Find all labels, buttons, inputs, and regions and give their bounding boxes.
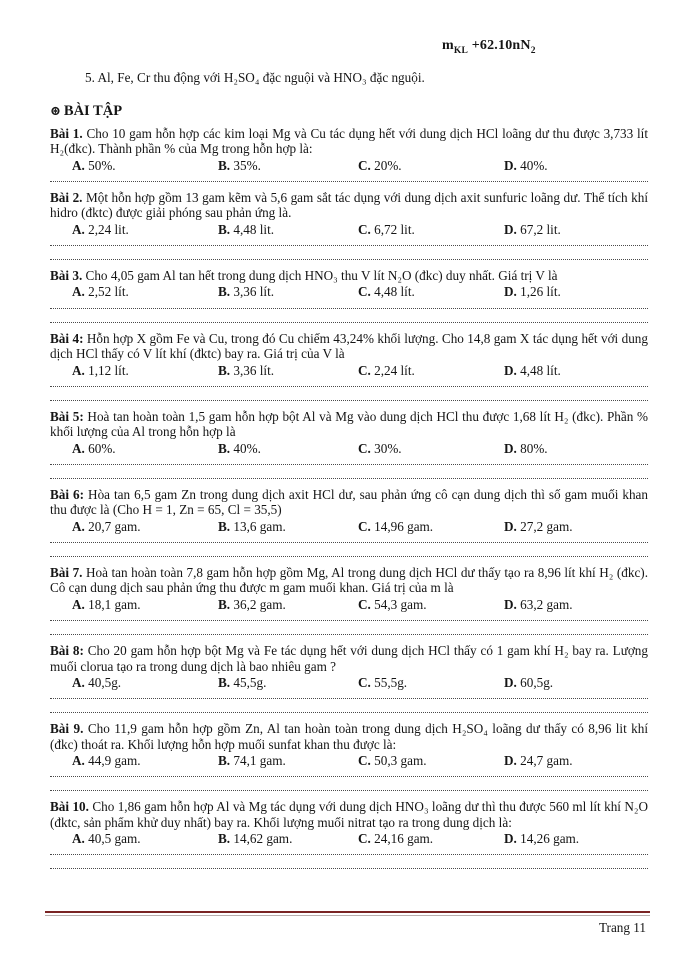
- question-label: Bài 6:: [50, 486, 85, 502]
- options-row: [50, 675, 648, 690]
- question-label: Bài 10.: [50, 799, 89, 815]
- answer-option-d: D. 60,5g.: [504, 674, 554, 690]
- section-header: [50, 103, 648, 120]
- footer-rule-maroon: [45, 911, 650, 913]
- question-body: Cho 20 gam hỗn hợp bột Mg và Fe tác dụng hết với dung dịch HCl thấy có 1 gam khí H₂ bay ra. Lượng muối clorua tạo ra trong dung dịch là bao nhiêu gam ?: [50, 643, 648, 674]
- header-formula: [442, 38, 648, 56]
- question-text: [50, 331, 648, 362]
- option-letter: A.: [72, 284, 85, 300]
- option-letter: D.: [504, 674, 517, 690]
- option-letter: B.: [218, 831, 231, 847]
- questions-list: [50, 126, 648, 870]
- option-letter: B.: [218, 362, 231, 378]
- options-row: [50, 284, 648, 299]
- answer-option-d: D. 24,7 gam.: [504, 753, 573, 769]
- dotted-separator: [50, 386, 648, 387]
- option-letter: D.: [504, 518, 517, 534]
- option-letter: D.: [504, 221, 517, 237]
- options-row: [50, 831, 648, 846]
- section-title: BÀI TẬP: [63, 102, 123, 119]
- answer-option-d: D. 63,2 gam.: [504, 596, 573, 612]
- question-block-1: [50, 126, 648, 182]
- option-letter: B.: [218, 221, 231, 237]
- answer-option-d: D. 67,2 lit.: [504, 221, 561, 237]
- option-letter: C.: [358, 440, 371, 456]
- option-letter: D.: [504, 284, 517, 300]
- question-block-4: [50, 331, 648, 401]
- question-body: Cho 10 gam hỗn hợp các kim loại Mg và Cu tác dụng hết với dung dịch HCl loãng dư thu được 3,733 lít H₂(đkc). Thành phần % của Mg trong hỗn hợp là:: [50, 125, 648, 157]
- option-letter: C.: [358, 674, 371, 690]
- option-letter: C.: [358, 221, 371, 237]
- option-letter: C.: [358, 157, 371, 173]
- answer-option-c: C. 4,48 lít.: [358, 284, 415, 300]
- answer-option-d: D. 80%.: [504, 440, 548, 456]
- options-row: [50, 363, 648, 378]
- answer-option-d: D. 14,26 gam.: [504, 831, 580, 847]
- answer-option-c: C. 14,96 gam.: [358, 518, 434, 534]
- options-row: [50, 597, 648, 612]
- answer-option-a: A. 20,7 gam.: [72, 518, 141, 534]
- answer-option-b: B. 74,1 gam.: [218, 753, 286, 769]
- dotted-separator: [50, 776, 648, 777]
- option-letter: B.: [218, 157, 231, 173]
- option-letter: C.: [358, 831, 371, 847]
- option-letter: D.: [504, 440, 517, 456]
- question-label: Bài 1.: [50, 125, 83, 141]
- question-text: [50, 126, 648, 157]
- question-label: Bài 2.: [50, 189, 83, 205]
- question-text: [50, 268, 648, 283]
- answer-option-a: A. 40,5g.: [72, 674, 122, 690]
- question-block-6: [50, 487, 648, 557]
- option-letter: A.: [72, 362, 85, 378]
- question-text: [50, 190, 648, 221]
- flower-bullet-icon: ⊛: [50, 102, 61, 118]
- option-letter: D.: [504, 596, 517, 612]
- answer-option-a: A. 60%.: [72, 440, 116, 456]
- dotted-separator: [50, 854, 648, 855]
- option-letter: B.: [218, 518, 231, 534]
- dotted-separator: [50, 400, 648, 401]
- question-text: [50, 721, 648, 752]
- option-letter: B.: [218, 596, 231, 612]
- option-letter: C.: [358, 284, 371, 300]
- answer-option-a: A. 40,5 gam.: [72, 831, 141, 847]
- dotted-separator: [50, 259, 648, 260]
- dotted-separator: [50, 181, 648, 182]
- dotted-separator: [50, 542, 648, 543]
- question-body: Một hỗn hợp gồm 13 gam kẽm và 5,6 gam sắt tác dụng với dung dịch axit sunfuric loãng dư. Thể tích khí hidro (đktc) được giải phóng sau phản ứng là.: [50, 189, 648, 221]
- dotted-separator: [50, 620, 648, 621]
- question-block-3: [50, 268, 648, 323]
- answer-option-b: B. 4,48 lit.: [218, 221, 275, 237]
- question-block-2: [50, 190, 648, 260]
- answer-option-d: D. 4,48 lít.: [504, 362, 561, 378]
- dotted-separator: [50, 556, 648, 557]
- question-body: Hòa tan 6,5 gam Zn trong dung dịch axit HCl dư, sau phản ứng cô cạn dung dịch thì số gam muối khan thu được là (Cho H = 1, Zn = 65, Cl = 35,5): [50, 486, 649, 518]
- answer-option-c: C. 54,3 gam.: [358, 596, 427, 612]
- question-body: Cho 4,05 gam Al tan hết trong dung dịch HNO₃ thu V lít N₂O (đkc) duy nhất. Giá trị V là: [85, 268, 558, 284]
- option-letter: A.: [72, 518, 85, 534]
- option-letter: D.: [504, 831, 517, 847]
- dotted-separator: [50, 634, 648, 635]
- answer-option-c: C. 55,5g.: [358, 674, 408, 690]
- dotted-separator: [50, 698, 648, 699]
- answer-option-d: D. 27,2 gam.: [504, 518, 573, 534]
- note-item-5: 5. Al, Fe, Cr thu động với H₂SO₄ đặc nguội và HNO₃ đặc nguội.: [85, 69, 425, 85]
- option-letter: D.: [504, 362, 517, 378]
- question-block-8: [50, 643, 648, 713]
- question-body: Hoà tan hoàn toàn 1,5 gam hỗn hợp bột Al và Mg vào dung dịch HCl thu được 1,68 lít H₂ (đkc). Phần % khối lượng của Al trong hỗn hợp là: [50, 408, 649, 440]
- question-body: Cho 11,9 gam hỗn hợp gồm Zn, Al tan hoàn toàn trong dung dịch H₂SO₄ loãng dư thấy có 8,96 lit khí (đkc) thoát ra. Khối lượng hỗn hợp muối sunfat khan thu được là:: [50, 721, 649, 752]
- option-letter: A.: [72, 596, 85, 612]
- question-body: Hoà tan hoàn toàn 7,8 gam hỗn hợp gồm Mg, Al trong dung dịch HCl dư thấy tạo ra 8,96 lít khí H₂ (đkc). Cô cạn dung dịch sau phản ứng thu được m gam muối khan. Giá trị của m là: [50, 565, 648, 596]
- question-block-5: [50, 409, 648, 479]
- question-text: [50, 409, 648, 440]
- answer-option-b: B. 13,6 gam.: [218, 518, 286, 534]
- answer-option-b: B. 40%.: [218, 440, 261, 456]
- options-row: [50, 441, 648, 456]
- answer-option-b: B. 45,5g.: [218, 674, 267, 690]
- question-block-9: [50, 721, 648, 791]
- page-number: Trang 11: [598, 920, 646, 935]
- answer-option-c: C. 24,16 gam.: [358, 831, 434, 847]
- question-text: [50, 643, 648, 674]
- answer-option-d: D. 1,26 lít.: [504, 284, 561, 300]
- answer-option-a: A. 2,52 lít.: [72, 284, 129, 300]
- option-letter: B.: [218, 284, 231, 300]
- option-letter: B.: [218, 753, 231, 769]
- dotted-separator: [50, 478, 648, 479]
- options-row: [50, 158, 648, 173]
- question-label: Bài 9.: [50, 721, 84, 737]
- question-label: Bài 3.: [50, 268, 83, 284]
- formula-n2-subscript: 2: [530, 45, 536, 56]
- option-letter: C.: [358, 753, 371, 769]
- answer-option-c: C. 20%.: [358, 157, 402, 173]
- answer-option-b: B. 3,36 lít.: [218, 284, 275, 300]
- formula-mass-subscript: KL: [453, 45, 469, 56]
- question-label: Bài 5:: [50, 408, 84, 424]
- option-letter: C.: [358, 518, 371, 534]
- question-text: [50, 799, 648, 830]
- question-label: Bài 8:: [50, 643, 84, 659]
- answer-option-d: D. 40%.: [504, 157, 548, 173]
- footer-rule-gray: [45, 915, 650, 916]
- answer-option-b: B. 3,36 lít.: [218, 362, 275, 378]
- option-letter: A.: [72, 440, 85, 456]
- answer-option-c: C. 6,72 lit.: [358, 221, 415, 237]
- question-text: [50, 487, 648, 518]
- option-letter: A.: [72, 221, 85, 237]
- dotted-separator: [50, 868, 648, 869]
- question-label: Bài 4:: [50, 330, 84, 346]
- option-letter: A.: [72, 831, 85, 847]
- options-row: [50, 519, 648, 534]
- options-row: [50, 753, 648, 768]
- answer-option-a: A. 1,12 lít.: [72, 362, 129, 378]
- dotted-separator: [50, 712, 648, 713]
- option-letter: A.: [72, 753, 85, 769]
- option-letter: C.: [358, 362, 371, 378]
- option-letter: D.: [504, 753, 517, 769]
- formula-expression: +62.10nN: [468, 38, 531, 53]
- question-block-7: [50, 565, 648, 635]
- answer-option-a: A. 44,9 gam.: [72, 753, 141, 769]
- options-row: [50, 222, 648, 237]
- answer-option-b: B. 14,62 gam.: [218, 831, 293, 847]
- question-block-10: [50, 799, 648, 869]
- dotted-separator: [50, 322, 648, 323]
- dotted-separator: [50, 308, 648, 309]
- answer-option-a: A. 18,1 gam.: [72, 596, 141, 612]
- question-body: Cho 1,86 gam hỗn hợp Al và Mg tác dụng với dung dịch HNO₃ loãng dư thì thu được 560 ml lít khí N₂O (đktc, sản phẩm khử duy nhất) bay ra. Khối lượng muối nitrat tạo ra trong dung dịch là:: [50, 799, 649, 830]
- answer-option-a: A. 2,24 lit.: [72, 221, 129, 237]
- answer-option-a: A. 50%.: [72, 157, 116, 173]
- dotted-separator: [50, 245, 648, 246]
- option-letter: C.: [358, 596, 371, 612]
- option-letter: B.: [218, 440, 231, 456]
- answer-option-c: C. 30%.: [358, 440, 402, 456]
- dotted-separator: [50, 790, 648, 791]
- answer-option-b: B. 35%.: [218, 157, 261, 173]
- option-letter: A.: [72, 674, 85, 690]
- answer-option-b: B. 36,2 gam.: [218, 596, 286, 612]
- option-letter: D.: [504, 157, 517, 173]
- question-body: Hỗn hợp X gồm Fe và Cu, trong đó Cu chiếm 43,24% khối lượng. Cho 14,8 gam X tác dụng hết với dung dịch HCl thấy có V lít khí (đktc) bay ra. Giá trị của V là: [50, 330, 648, 362]
- dotted-separator: [50, 464, 648, 465]
- answer-option-c: C. 2,24 lít.: [358, 362, 415, 378]
- question-label: Bài 7.: [50, 565, 83, 581]
- option-letter: A.: [72, 157, 85, 173]
- formula-mass-symbol: m: [442, 38, 454, 53]
- answer-option-c: C. 50,3 gam.: [358, 753, 427, 769]
- question-text: [50, 565, 648, 596]
- option-letter: B.: [218, 674, 231, 690]
